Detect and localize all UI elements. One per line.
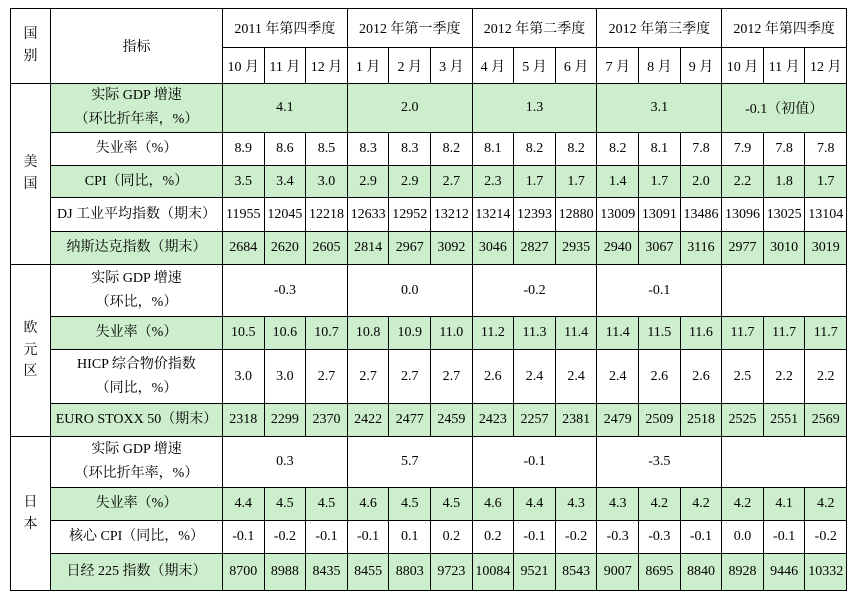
- monthly-value-cell: 2.9: [347, 166, 389, 198]
- monthly-value-cell: 13486: [680, 198, 722, 232]
- monthly-value-cell: -0.2: [555, 521, 597, 554]
- month-header-cell: 4 月: [472, 48, 514, 84]
- monthly-value-cell: -0.1: [763, 521, 805, 554]
- monthly-value-cell: 13091: [639, 198, 681, 232]
- monthly-value-cell: 13025: [763, 198, 805, 232]
- month-header-cell: 6 月: [555, 48, 597, 84]
- monthly-value-cell: 13096: [722, 198, 764, 232]
- monthly-value-cell: 13212: [431, 198, 473, 232]
- quarterly-value-cell: 5.7: [347, 437, 472, 488]
- quarterly-value-cell: [722, 265, 847, 317]
- monthly-value-cell: 8455: [347, 554, 389, 591]
- indicator-label-line: 失业率（%）: [95, 496, 178, 511]
- monthly-value-cell: 2.4: [555, 350, 597, 404]
- monthly-value-cell: 1.8: [763, 166, 805, 198]
- monthly-value-cell: 8.6: [264, 133, 306, 166]
- monthly-value-cell: 0.1: [389, 521, 431, 554]
- country-cell: [11, 437, 51, 591]
- monthly-value-cell: 1.7: [555, 166, 597, 198]
- indicator-cell: [51, 350, 223, 404]
- monthly-value-cell: 2370: [306, 404, 348, 437]
- monthly-value-cell: 11.2: [472, 317, 514, 350]
- monthly-value-cell: 2.6: [680, 350, 722, 404]
- monthly-value-cell: 8700: [223, 554, 265, 591]
- indicator-cell: [51, 554, 223, 591]
- monthly-value-cell: 2.9: [389, 166, 431, 198]
- monthly-value-cell: 2620: [264, 232, 306, 265]
- monthly-value-cell: -0.2: [264, 521, 306, 554]
- monthly-value-cell: 2605: [306, 232, 348, 265]
- quarterly-value-cell: [722, 437, 847, 488]
- quarter-header-cell: 2012 年第四季度: [722, 9, 847, 48]
- month-header-cell: 8 月: [639, 48, 681, 84]
- monthly-value-cell: 10.9: [389, 317, 431, 350]
- monthly-value-cell: 3.0: [223, 350, 265, 404]
- monthly-value-cell: 2.7: [306, 350, 348, 404]
- monthly-value-cell: 3046: [472, 232, 514, 265]
- monthly-value-cell: 10.6: [264, 317, 306, 350]
- month-header-cell: 5 月: [514, 48, 556, 84]
- monthly-value-cell: 8840: [680, 554, 722, 591]
- monthly-value-cell: 7.8: [763, 133, 805, 166]
- monthly-value-cell: 2525: [722, 404, 764, 437]
- monthly-value-cell: 13104: [805, 198, 847, 232]
- monthly-value-cell: -0.1: [514, 521, 556, 554]
- monthly-value-cell: 2569: [805, 404, 847, 437]
- monthly-value-cell: 8928: [722, 554, 764, 591]
- monthly-value-cell: 2.7: [431, 350, 473, 404]
- monthly-value-cell: 2518: [680, 404, 722, 437]
- monthly-value-cell: 4.3: [555, 488, 597, 521]
- monthly-value-cell: 2.0: [680, 166, 722, 198]
- monthly-value-cell: 2509: [639, 404, 681, 437]
- country-header-text: 国别: [23, 27, 38, 64]
- monthly-value-cell: 2.7: [431, 166, 473, 198]
- monthly-value-cell: 3116: [680, 232, 722, 265]
- monthly-value-cell: 8.3: [347, 133, 389, 166]
- quarterly-value-cell: 0.0: [347, 265, 472, 317]
- monthly-value-cell: -0.1: [347, 521, 389, 554]
- monthly-value-cell: 2.4: [514, 350, 556, 404]
- monthly-value-cell: 11.4: [555, 317, 597, 350]
- monthly-value-cell: -0.1: [680, 521, 722, 554]
- monthly-value-cell: 13009: [597, 198, 639, 232]
- monthly-value-cell: 2257: [514, 404, 556, 437]
- monthly-value-cell: 8.3: [389, 133, 431, 166]
- monthly-value-cell: 11.4: [597, 317, 639, 350]
- monthly-value-cell: 11.7: [805, 317, 847, 350]
- monthly-value-cell: 2477: [389, 404, 431, 437]
- monthly-value-cell: 8.2: [555, 133, 597, 166]
- monthly-value-cell: 8.1: [472, 133, 514, 166]
- monthly-value-cell: 2967: [389, 232, 431, 265]
- monthly-value-cell: 8695: [639, 554, 681, 591]
- quarterly-value-cell: 0.3: [223, 437, 348, 488]
- indicator-cell: [51, 437, 223, 488]
- monthly-value-cell: 8.1: [639, 133, 681, 166]
- monthly-value-cell: 8435: [306, 554, 348, 591]
- monthly-value-cell: 3.5: [223, 166, 265, 198]
- monthly-value-cell: 8.2: [597, 133, 639, 166]
- economic-indicators-table: [10, 8, 847, 591]
- indicator-label-line: （环比，%）: [95, 294, 178, 310]
- monthly-value-cell: 4.5: [264, 488, 306, 521]
- monthly-value-cell: 4.2: [639, 488, 681, 521]
- monthly-value-cell: 2.7: [389, 350, 431, 404]
- indicator-cell: [51, 232, 223, 265]
- monthly-value-cell: 2.6: [472, 350, 514, 404]
- monthly-value-cell: 8803: [389, 554, 431, 591]
- monthly-value-cell: 0.2: [431, 521, 473, 554]
- monthly-value-cell: 2.2: [722, 166, 764, 198]
- monthly-value-cell: 0.2: [472, 521, 514, 554]
- month-header-cell: 7 月: [597, 48, 639, 84]
- monthly-value-cell: 2.2: [763, 350, 805, 404]
- monthly-value-cell: 8543: [555, 554, 597, 591]
- month-header-cell: 2 月: [389, 48, 431, 84]
- monthly-value-cell: 12045: [264, 198, 306, 232]
- monthly-value-cell: 4.4: [514, 488, 556, 521]
- monthly-value-cell: 11.0: [431, 317, 473, 350]
- quarterly-value-cell: -0.1（初值）: [722, 84, 847, 133]
- monthly-value-cell: 1.4: [597, 166, 639, 198]
- monthly-value-cell: 2977: [722, 232, 764, 265]
- monthly-value-cell: 3067: [639, 232, 681, 265]
- indicator-cell: [51, 133, 223, 166]
- monthly-value-cell: 3092: [431, 232, 473, 265]
- indicator-label-line: 实际 GDP 增速: [91, 270, 182, 286]
- monthly-value-cell: 9007: [597, 554, 639, 591]
- indicator-label-line: 失业率（%）: [95, 325, 178, 340]
- monthly-value-cell: 3.4: [264, 166, 306, 198]
- indicator-label-line: 实际 GDP 增速: [91, 442, 182, 457]
- monthly-value-cell: 10.7: [306, 317, 348, 350]
- month-header-cell: 1 月: [347, 48, 389, 84]
- monthly-value-cell: 9446: [763, 554, 805, 591]
- indicator-cell: [51, 198, 223, 232]
- monthly-value-cell: 2299: [264, 404, 306, 437]
- month-header-cell: 12 月: [306, 48, 348, 84]
- indicator-label-line: HICP 综合物价指数: [77, 356, 196, 372]
- quarterly-value-cell: -3.5: [597, 437, 722, 488]
- monthly-value-cell: 1.7: [639, 166, 681, 198]
- monthly-value-cell: 4.6: [472, 488, 514, 521]
- indicator-label-line: （环比折年率，%）: [74, 112, 199, 127]
- indicator-label-line: 失业率（%）: [95, 141, 178, 156]
- quarter-header-cell: 2012 年第一季度: [347, 9, 472, 48]
- monthly-value-cell: 12880: [555, 198, 597, 232]
- country-cell: [11, 265, 51, 437]
- indicator-label-line: CPI（同比，%）: [84, 173, 189, 189]
- monthly-value-cell: 2940: [597, 232, 639, 265]
- monthly-value-cell: 9723: [431, 554, 473, 591]
- monthly-value-cell: 12393: [514, 198, 556, 232]
- monthly-value-cell: 7.8: [805, 133, 847, 166]
- monthly-value-cell: 4.4: [223, 488, 265, 521]
- indicator-cell: [51, 317, 223, 350]
- monthly-value-cell: 1.7: [805, 166, 847, 198]
- monthly-value-cell: 10.8: [347, 317, 389, 350]
- monthly-value-cell: 12952: [389, 198, 431, 232]
- monthly-value-cell: 11.3: [514, 317, 556, 350]
- country-name-text: 欧元区: [23, 320, 38, 380]
- monthly-value-cell: 11.7: [763, 317, 805, 350]
- indicator-label-line: 实际 GDP 增速: [91, 88, 182, 103]
- quarterly-value-cell: 3.1: [597, 84, 722, 133]
- monthly-value-cell: 11955: [223, 198, 265, 232]
- month-header-cell: 11 月: [264, 48, 306, 84]
- indicator-label-line: （环比折年率，%）: [74, 466, 199, 481]
- monthly-value-cell: 4.2: [805, 488, 847, 521]
- header-indicator-label: 指标: [51, 9, 223, 84]
- monthly-value-cell: 8.9: [223, 133, 265, 166]
- monthly-value-cell: 2827: [514, 232, 556, 265]
- monthly-value-cell: 2551: [763, 404, 805, 437]
- monthly-value-cell: 8988: [264, 554, 306, 591]
- monthly-value-cell: 2.6: [639, 350, 681, 404]
- month-header-cell: 12 月: [805, 48, 847, 84]
- indicator-cell: [51, 488, 223, 521]
- monthly-value-cell: 13214: [472, 198, 514, 232]
- monthly-value-cell: 4.5: [306, 488, 348, 521]
- indicator-label-line: 日经 225 指数（期末）: [66, 564, 207, 579]
- monthly-value-cell: 12633: [347, 198, 389, 232]
- quarterly-value-cell: 2.0: [347, 84, 472, 133]
- monthly-value-cell: 2381: [555, 404, 597, 437]
- indicator-label-line: 核心 CPI（同比，%）: [69, 529, 204, 544]
- monthly-value-cell: 9521: [514, 554, 556, 591]
- header-country-label: [11, 9, 51, 84]
- monthly-value-cell: 2423: [472, 404, 514, 437]
- monthly-value-cell: 10084: [472, 554, 514, 591]
- monthly-value-cell: 11.7: [722, 317, 764, 350]
- monthly-value-cell: 7.8: [680, 133, 722, 166]
- monthly-value-cell: -0.1: [223, 521, 265, 554]
- monthly-value-cell: 4.1: [763, 488, 805, 521]
- monthly-value-cell: 4.2: [680, 488, 722, 521]
- indicator-cell: [51, 521, 223, 554]
- quarter-header-cell: 2012 年第三季度: [597, 9, 722, 48]
- monthly-value-cell: 2422: [347, 404, 389, 437]
- monthly-value-cell: 0.0: [722, 521, 764, 554]
- indicator-label-line: DJ 工业平均指数（期末）: [56, 206, 217, 222]
- month-header-cell: 11 月: [763, 48, 805, 84]
- monthly-value-cell: 2.7: [347, 350, 389, 404]
- monthly-value-cell: 2.3: [472, 166, 514, 198]
- monthly-value-cell: 3019: [805, 232, 847, 265]
- monthly-value-cell: -0.1: [306, 521, 348, 554]
- monthly-value-cell: 10332: [805, 554, 847, 591]
- monthly-value-cell: 11.5: [639, 317, 681, 350]
- quarterly-value-cell: -0.2: [472, 265, 597, 317]
- indicator-label-line: （同比，%）: [95, 380, 178, 396]
- monthly-value-cell: 2.2: [805, 350, 847, 404]
- monthly-value-cell: 1.7: [514, 166, 556, 198]
- indicator-cell: [51, 404, 223, 437]
- monthly-value-cell: 3010: [763, 232, 805, 265]
- indicator-cell: [51, 265, 223, 317]
- monthly-value-cell: 8.2: [514, 133, 556, 166]
- monthly-value-cell: -0.3: [597, 521, 639, 554]
- month-header-cell: 10 月: [223, 48, 265, 84]
- indicator-cell: [51, 84, 223, 133]
- monthly-value-cell: 8.2: [431, 133, 473, 166]
- quarterly-value-cell: -0.1: [472, 437, 597, 488]
- quarterly-value-cell: -0.1: [597, 265, 722, 317]
- monthly-value-cell: 11.6: [680, 317, 722, 350]
- country-name-text: 美国: [23, 155, 38, 192]
- month-header-cell: 10 月: [722, 48, 764, 84]
- monthly-value-cell: 2.4: [597, 350, 639, 404]
- monthly-value-cell: 10.5: [223, 317, 265, 350]
- quarter-header-cell: 2012 年第二季度: [472, 9, 597, 48]
- monthly-value-cell: -0.2: [805, 521, 847, 554]
- monthly-value-cell: 3.0: [264, 350, 306, 404]
- monthly-value-cell: 2814: [347, 232, 389, 265]
- monthly-value-cell: -0.3: [639, 521, 681, 554]
- monthly-value-cell: 4.5: [389, 488, 431, 521]
- monthly-value-cell: 4.3: [597, 488, 639, 521]
- monthly-value-cell: 2459: [431, 404, 473, 437]
- monthly-value-cell: 2935: [555, 232, 597, 265]
- indicator-label-line: EURO STOXX 50（期末）: [55, 412, 218, 427]
- monthly-value-cell: 4.2: [722, 488, 764, 521]
- quarterly-value-cell: 1.3: [472, 84, 597, 133]
- monthly-value-cell: 2.5: [722, 350, 764, 404]
- monthly-value-cell: 7.9: [722, 133, 764, 166]
- monthly-value-cell: 8.5: [306, 133, 348, 166]
- country-cell: [11, 84, 51, 265]
- quarter-header-cell: 2011 年第四季度: [223, 9, 348, 48]
- month-header-cell: 3 月: [431, 48, 473, 84]
- monthly-value-cell: 2479: [597, 404, 639, 437]
- quarterly-value-cell: 4.1: [223, 84, 348, 133]
- country-name-text: 日本: [23, 494, 38, 532]
- monthly-value-cell: 4.6: [347, 488, 389, 521]
- monthly-value-cell: 2684: [223, 232, 265, 265]
- indicator-cell: [51, 166, 223, 198]
- monthly-value-cell: 12218: [306, 198, 348, 232]
- monthly-value-cell: 2318: [223, 404, 265, 437]
- quarterly-value-cell: -0.3: [223, 265, 348, 317]
- monthly-value-cell: 3.0: [306, 166, 348, 198]
- month-header-cell: 9 月: [680, 48, 722, 84]
- indicator-label-line: 纳斯达克指数（期末）: [66, 240, 207, 255]
- monthly-value-cell: 4.5: [431, 488, 473, 521]
